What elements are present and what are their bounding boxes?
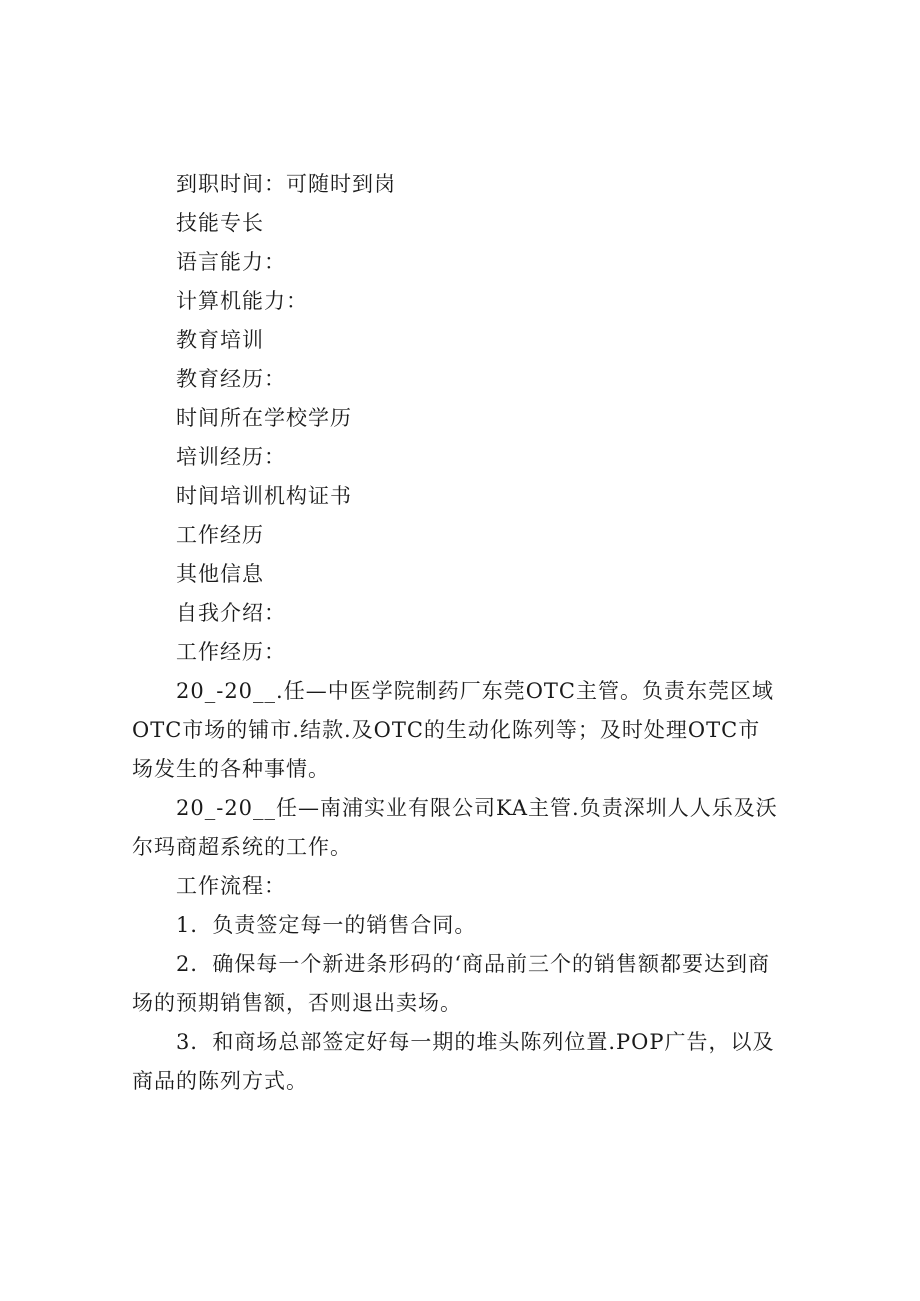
process-step-1: 1．负责签定每一的销售合同。 (176, 913, 477, 937)
work-experience-line: 工作经历： (176, 640, 286, 664)
resume-body (132, 165, 782, 1101)
training-columns-line: 时间培训机构证书 (176, 484, 352, 508)
process-step-3: 3．和商场总部签定好每一期的堆头陈列位置.POP广告，以及商品的陈列方式。 (132, 1030, 775, 1093)
computer-skill-line: 计算机能力： (176, 289, 308, 313)
language-skill-line: 语言能力： (176, 250, 286, 274)
job-entry-2: 20_-20__任—南浦实业有限公司KA主管.负责深圳人人乐及沃尔玛商超系统的工作。 (132, 796, 778, 859)
job-entry-1: 20_-20__.任—中医学院制药厂东莞OTC主管。负责东莞区域OTC市场的铺市.结款.及OTC的生动化陈列等；及时处理OTC市场发生的各种事情。 (132, 679, 775, 781)
self-intro-line: 自我介绍： (176, 601, 286, 625)
education-training-heading: 教育培训 (176, 328, 264, 352)
work-experience-heading: 工作经历 (176, 523, 264, 547)
start-date-line: 到职时间：可随时到岗 (176, 172, 396, 196)
work-process-heading: 工作流程： (176, 874, 286, 898)
other-info-heading: 其他信息 (176, 562, 264, 586)
skills-heading: 技能专长 (176, 211, 264, 235)
education-columns-line: 时间所在学校学历 (176, 406, 352, 430)
training-history-line: 培训经历： (176, 445, 286, 469)
education-history-line: 教育经历： (176, 367, 286, 391)
process-step-2: 2．确保每一个新进条形码的‘商品前三个的销售额都要达到商场的预期销售额，否则退出卖场。 (132, 952, 771, 1015)
